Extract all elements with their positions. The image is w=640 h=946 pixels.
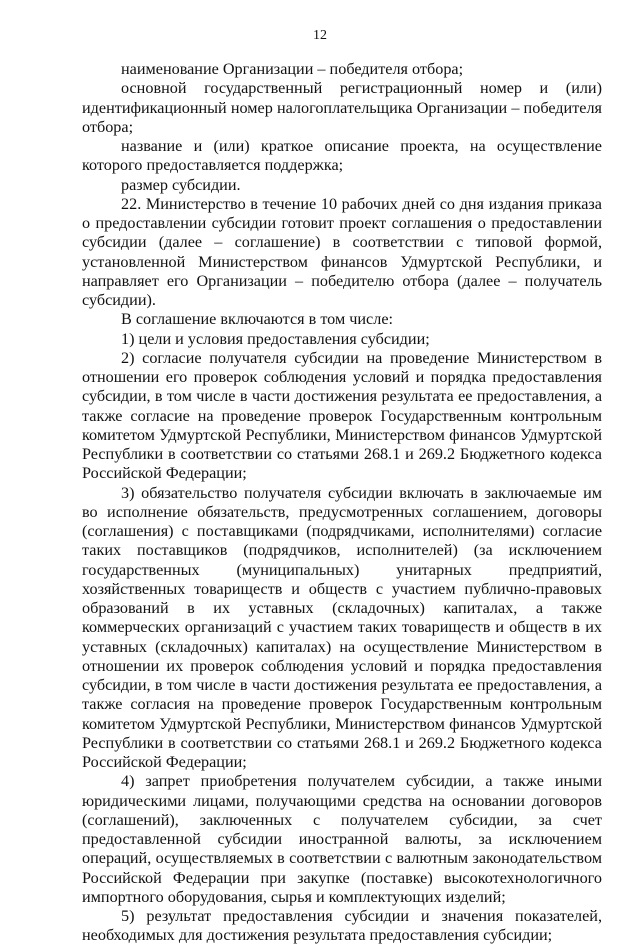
paragraph-item-4: 4) запрет приобретения получателем субсидии, а также иными юридическими лицами, получающими средства на основании договоров (соглашений), заключенных с получателем субсидии, за счет предоставленной субсидии иностранной валюты, за исключением операций, осуществляемых в соответствии с валютным законодательством Российской Федерации при закупке (поставке) высокотехнологичного импортного оборудования, сырья и комплектующих изделий;	[82, 772, 602, 906]
paragraph-subsidy-amount: размер субсидии.	[121, 175, 241, 194]
paragraph-project-description: название и (или) краткое описание проекта, на осуществление которого предоставляется поддержка;	[82, 137, 602, 175]
page-number: 12	[313, 28, 327, 43]
paragraph-item-2: 2) согласие получателя субсидии на проведение Министерством в отношении его проверок соблюдения условий и порядка предоставления субсидии, в том числе в части достижения результата ее предоставления, а также согласие на проведение проверок Государственным контрольным комитетом Удмуртской Республики, Министерством финансов Удмуртской Республики в соответствии со статьями 268.1 и 269.2 Бюджетного кодекса Российской Федерации;	[82, 348, 602, 483]
paragraph-clause-22: 22. Министерство в течение 10 рабочих дней со дня издания приказа о предоставлении субсидии готовит проект соглашения о предоставлении субсидии (далее – соглашение) в соответствии с типовой формой, установленной Министерством финансов Удмуртской Республики, и направляет его Организации – победителю отбора (далее – получатель субсидии).	[82, 194, 602, 309]
paragraph-item-1: 1) цели и условия предоставления субсидии;	[121, 329, 430, 348]
paragraph-agreement-includes: В соглашение включаются в том числе:	[121, 310, 394, 329]
document-body	[82, 60, 602, 946]
paragraph-organization-name: наименование Организации – победителя отбора;	[121, 60, 464, 78]
paragraph-item-5: 5) результат предоставления субсидии и значения показателей, необходимых для достижения результата предоставления субсидии;	[82, 907, 602, 945]
paragraph-registration-number: основной государственный регистрационный номер и (или) идентификационный номер налогоплательщика Организации – победителя отбора;	[82, 79, 602, 136]
paragraph-item-3: 3) обязательство получателя субсидии включать в заключаемые им во исполнение обязательств, предусмотренных соглашением, договоры (соглашения) с поставщиками (подрядчиками, исполнителями) согласие таких поставщиков (подрядчиков, исполнителей) (за исключением государственных (муниципальных) унитарных предприятий, хозяйственных товариществ и обществ с участием публично-правовых образований в их уставных (складочных) капиталах, а также коммерческих организаций с участием таких товариществ и обществ в их уставных (складочных) капиталах) на осуществление Министерством в отношении их проверок соблюдения условий и порядка предоставления субсидии, в том числе в части достижения результата ее предоставления, а также согласия на проведение проверок Государственным контрольным комитетом Удмуртской Республики, Министерством финансов Удмуртской Республики в соответствии со статьями 268.1 и 269.2 Бюджетного кодекса Российской Федерации;	[82, 483, 602, 771]
